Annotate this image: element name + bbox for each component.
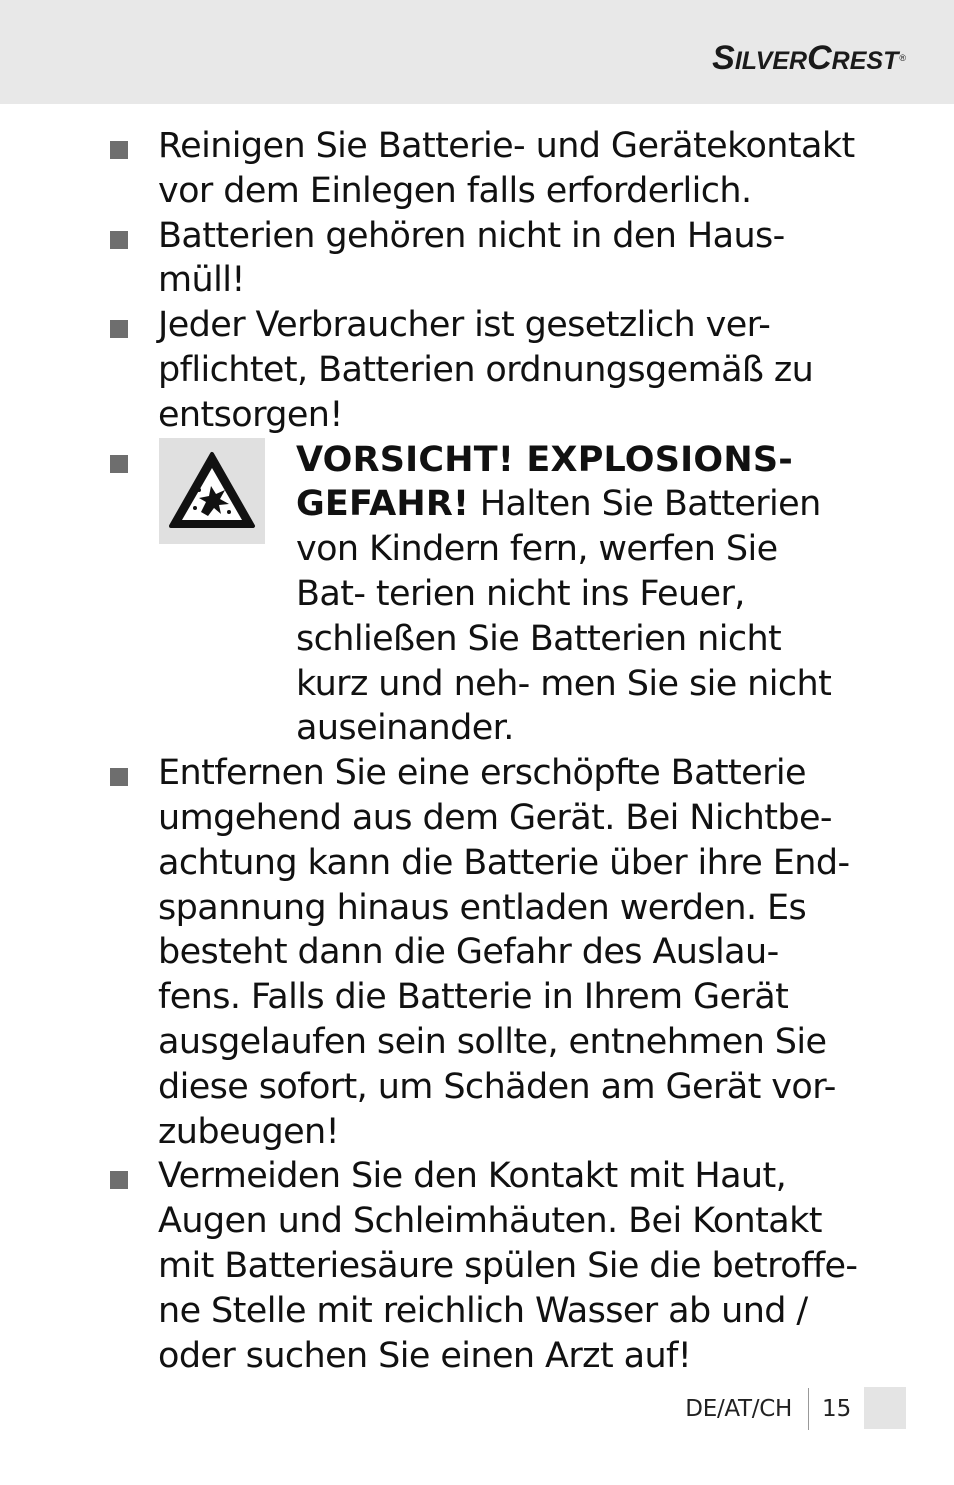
list-item [0,1154,858,1378]
footer-tab-marker [864,1387,906,1429]
explosion-warning-icon [159,438,265,544]
square-bullet-icon [110,141,128,159]
footer-language: DE/AT/CH [685,1396,792,1422]
item-text: Vermeiden Sie den Kontakt mit Haut, Augen und Schleimhäuten. Bei Kontakt mit Batteriesäure spülen Sie die betroffe- ne Stelle mit reichlich Wasser ab und / oder suchen Sie einen Arzt auf! [158,1156,858,1376]
square-bullet-icon [110,768,128,786]
list-item [0,751,858,1154]
brand-letters: ILVER [734,47,808,75]
brand-letters: REST [831,47,899,75]
item-text: Reinigen Sie Batterie- und Gerätekontakt vor dem Einlegen falls erforderlich. [158,126,855,211]
list-item [0,303,858,437]
list-item [0,124,858,214]
square-bullet-icon [110,455,128,473]
square-bullet-icon [110,1171,128,1189]
content [0,124,954,1378]
page-number: 15 [822,1396,852,1422]
warning-item [0,438,856,752]
item-text: Batterien gehören nicht in den Haus- müll! [158,215,785,301]
item-text: Entfernen Sie eine erschöpfte Batterie umgehend aus dem Gerät. Bei Nichtbe- achtung kann die Batterie über ihre End- spannung hinaus entladen werden. Es besteht dann die Gefahr des Auslau- fens. Falls die Batterie in Ihrem Gerät ausgelaufen sein sollte, entnehmen Sie diese sofort, um Schäden am Gerät vor- zubeugen! [158,753,850,1152]
page-header [0,0,954,104]
brand-logo [712,38,906,81]
warning-heading: VORSICHT! EXPLOSIONS- GEFAHR! [296,439,793,525]
square-bullet-icon [110,320,128,338]
footer-divider [808,1388,809,1430]
warning-text: Halten Sie Batterien von Kindern fern, werfen Sie Bat- terien nicht ins Feuer, schließen Sie Batterien nicht kurz und neh- men Sie sie nicht auseinander. [296,484,832,749]
brand-letter: S [712,39,735,77]
item-text: Jeder Verbraucher ist gesetzlich ver- pflichtet, Batterien ordnungsgemäß zu entsorgen! [158,305,814,435]
registered-mark: ® [899,53,906,63]
list-item [0,214,858,304]
square-bullet-icon [110,231,128,249]
brand-letter: C [807,39,832,77]
